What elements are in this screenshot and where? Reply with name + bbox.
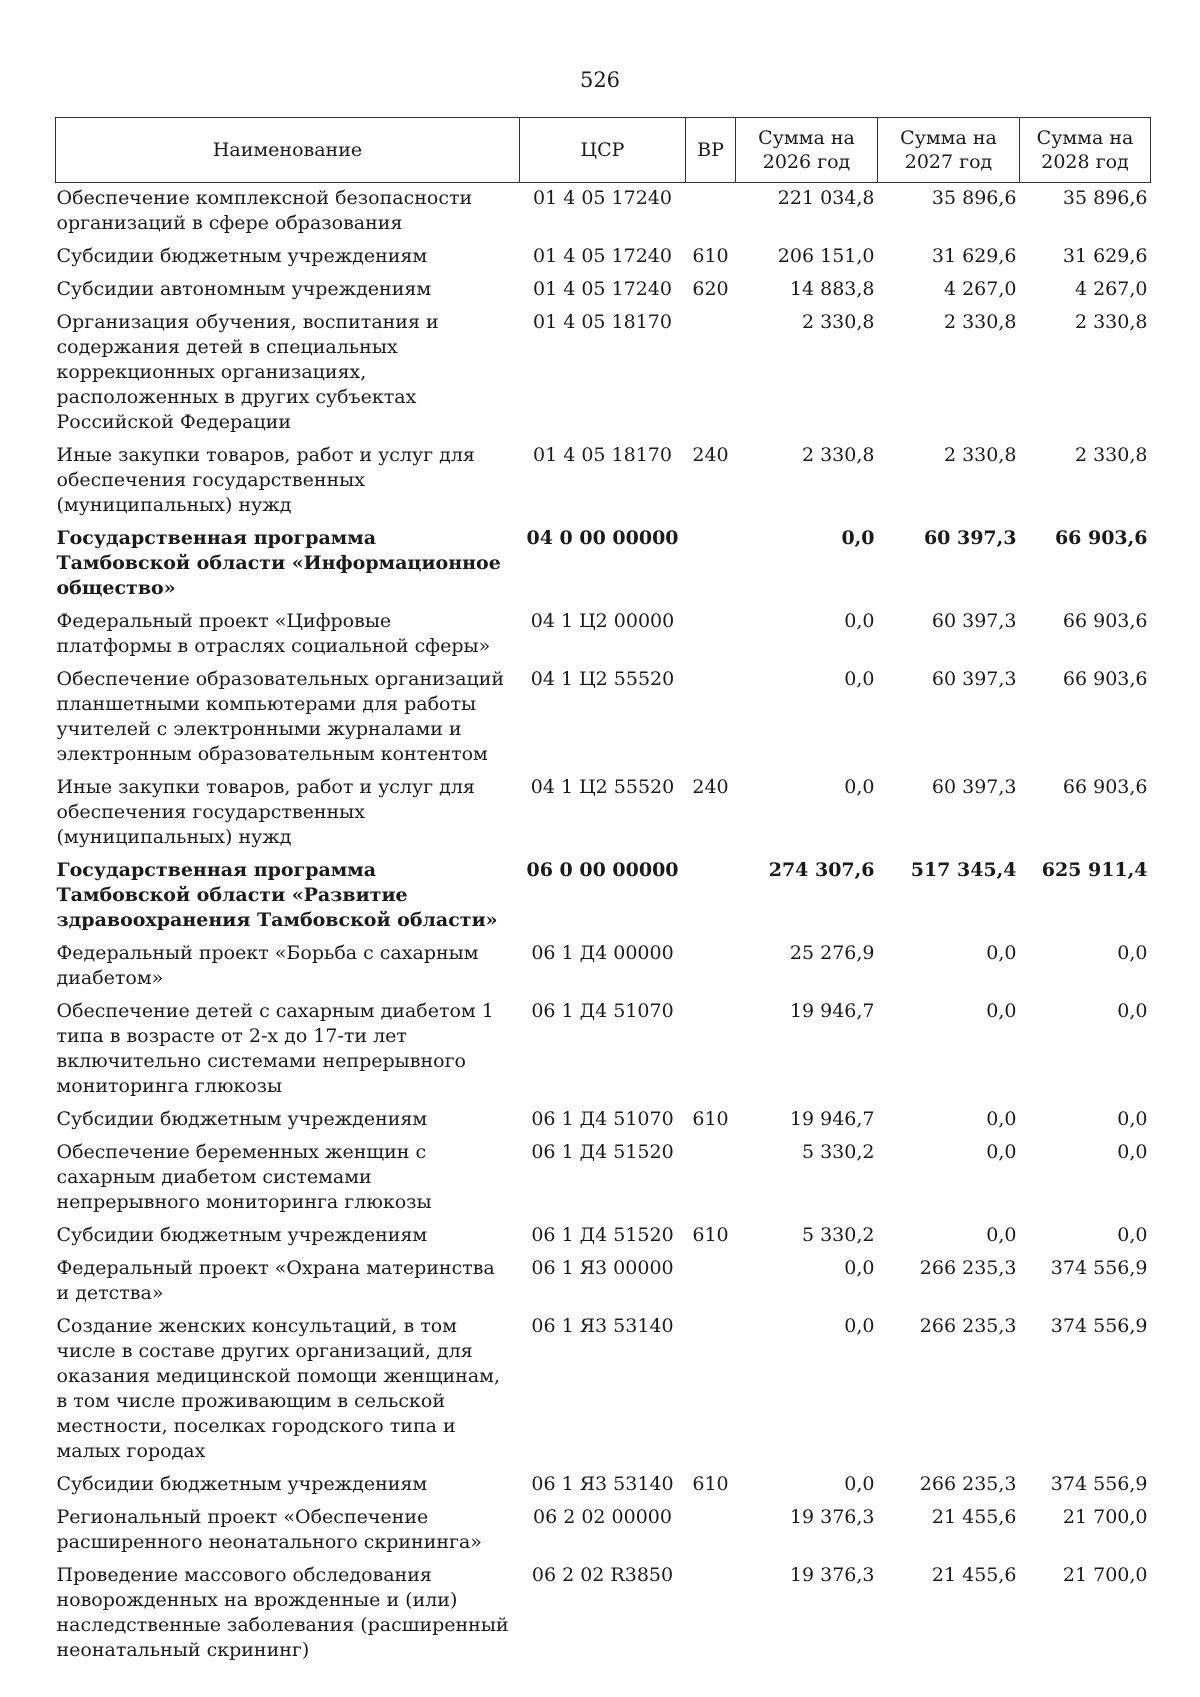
- row-sum-2027: 0,0: [986, 1000, 1017, 1022]
- row-sum-2026: 5 330,2: [801, 1141, 875, 1163]
- row-csr: 06 1 Я3 53140: [531, 1473, 674, 1495]
- table-row: [56, 1220, 1151, 1253]
- row-vr: 240: [692, 444, 729, 466]
- row-name: Субсидии бюджетным учреждениям: [56, 1108, 428, 1130]
- row-sum-2028: 0,0: [1117, 942, 1148, 964]
- row-vr: [686, 1502, 736, 1560]
- header-vr: ВР: [686, 118, 736, 183]
- row-csr: 01 4 05 18170: [532, 444, 672, 466]
- row-csr: 04 1 Ц2 55520: [530, 776, 675, 798]
- row-sum-2027: 60 397,3: [931, 776, 1017, 798]
- row-vr: [686, 855, 736, 938]
- row-sum-2028: 374 556,9: [1050, 1315, 1148, 1337]
- row-csr: 01 4 05 18170: [532, 311, 672, 333]
- row-sum-2026: 19 376,3: [789, 1564, 875, 1586]
- row-sum-2028: 374 556,9: [1050, 1473, 1148, 1495]
- table-row: [56, 1469, 1151, 1502]
- row-sum-2027: 0,0: [986, 1141, 1017, 1163]
- row-csr: 04 1 Ц2 55520: [530, 668, 675, 690]
- table-row: [56, 183, 1151, 242]
- row-csr: 06 0 00 00000: [526, 859, 679, 881]
- row-sum-2028: 21 700,0: [1062, 1564, 1148, 1586]
- row-csr: 01 4 05 17240: [532, 187, 672, 209]
- row-name: Обеспечение комплексной безопасности организаций в сфере образования: [56, 187, 473, 234]
- header-sum-2028: Сумма на 2028 год: [1020, 118, 1151, 183]
- row-sum-2026: 0,0: [844, 1315, 875, 1337]
- table-row: [56, 1560, 1151, 1668]
- table-row: [56, 938, 1151, 996]
- row-sum-2026: 0,0: [844, 1473, 875, 1495]
- row-vr: 620: [692, 278, 729, 300]
- row-vr: 610: [692, 1473, 729, 1495]
- row-sum-2028: 374 556,9: [1050, 1257, 1148, 1279]
- row-name: Федеральный проект «Охрана материнства и детства»: [56, 1257, 495, 1304]
- row-name: Субсидии бюджетным учреждениям: [56, 245, 428, 267]
- row-csr: 06 1 Д4 00000: [531, 942, 674, 964]
- row-sum-2027: 60 397,3: [931, 610, 1017, 632]
- row-sum-2026: 221 034,8: [777, 187, 875, 209]
- page-number: 526: [579, 68, 621, 92]
- row-sum-2026: 19 946,7: [789, 1108, 875, 1130]
- row-name: Проведение массового обследования новорожденных на врожденные и (или) наследственные заболевания (расширенный неонатальный скрининг): [56, 1564, 509, 1661]
- row-sum-2027: 2 330,8: [943, 444, 1017, 466]
- row-vr: 610: [692, 245, 729, 267]
- row-csr: 06 1 Д4 51070: [531, 1108, 674, 1130]
- row-vr: [686, 183, 736, 242]
- table-row: [56, 1311, 1151, 1469]
- row-sum-2027: 31 629,6: [931, 245, 1017, 267]
- table-row: [56, 1137, 1151, 1220]
- row-sum-2026: 14 883,8: [789, 278, 875, 300]
- row-name: Государственная программа Тамбовской области «Развитие здравоохранения Тамбовской области»: [56, 859, 498, 931]
- row-csr: 06 1 Я3 53140: [531, 1315, 674, 1337]
- row-sum-2026: 0,0: [844, 610, 875, 632]
- row-vr: [686, 938, 736, 996]
- table-body: [56, 183, 1151, 1669]
- row-sum-2028: 66 903,6: [1054, 527, 1148, 549]
- row-vr: [686, 996, 736, 1104]
- row-name: Обеспечение беременных женщин с сахарным диабетом системами непрерывного мониторинга глюкозы: [56, 1141, 432, 1213]
- row-sum-2028: 2 330,8: [1074, 311, 1148, 333]
- table-row: [56, 772, 1151, 855]
- row-csr: 01 4 05 17240: [532, 245, 672, 267]
- row-sum-2027: 0,0: [986, 942, 1017, 964]
- row-csr: 04 0 00 00000: [526, 527, 679, 549]
- table-row: [56, 1502, 1151, 1560]
- row-csr: 06 1 Д4 51520: [531, 1224, 674, 1246]
- row-vr: [686, 606, 736, 664]
- row-sum-2027: 266 235,3: [919, 1473, 1017, 1495]
- table-row: [56, 1104, 1151, 1137]
- row-sum-2028: 2 330,8: [1074, 444, 1148, 466]
- row-sum-2027: 60 397,3: [931, 668, 1017, 690]
- row-name: Обеспечение образовательных организаций планшетными компьютерами для работы учителей с электронными журналами и электронным образовательным контентом: [56, 668, 505, 765]
- row-sum-2027: 4 267,0: [943, 278, 1017, 300]
- row-name: Субсидии бюджетным учреждениям: [56, 1224, 428, 1246]
- row-sum-2026: 0,0: [844, 668, 875, 690]
- row-csr: 01 4 05 17240: [532, 278, 672, 300]
- row-sum-2027: 21 455,6: [931, 1506, 1017, 1528]
- row-name: Иные закупки товаров, работ и услуг для обеспечения государственных (муниципальных) нужд: [56, 444, 475, 516]
- row-name: Организация обучения, воспитания и содержания детей в специальных коррекционных организациях, расположенных в других субъектах Российской Федерации: [56, 311, 439, 433]
- row-vr: [686, 523, 736, 606]
- row-sum-2027: 0,0: [986, 1224, 1017, 1246]
- row-sum-2028: 0,0: [1117, 1108, 1148, 1130]
- row-csr: 06 2 02 00000: [532, 1506, 672, 1528]
- row-name: Региональный проект «Обеспечение расширенного неонатального скрининга»: [56, 1506, 482, 1553]
- row-name: Субсидии бюджетным учреждениям: [56, 1473, 428, 1495]
- table-row: [56, 1253, 1151, 1311]
- row-sum-2026: 19 376,3: [789, 1506, 875, 1528]
- table-row: [56, 307, 1151, 440]
- table-row: [56, 523, 1151, 606]
- row-sum-2027: 60 397,3: [923, 527, 1017, 549]
- row-sum-2026: 274 307,6: [768, 859, 875, 881]
- row-vr: [686, 1137, 736, 1220]
- row-vr: [686, 1560, 736, 1668]
- row-name: Иные закупки товаров, работ и услуг для обеспечения государственных (муниципальных) нужд: [56, 776, 475, 848]
- table-row: [56, 241, 1151, 274]
- row-csr: 06 1 Д4 51520: [531, 1141, 674, 1163]
- row-name: Субсидии автономным учреждениям: [56, 278, 432, 300]
- row-sum-2026: 25 276,9: [789, 942, 875, 964]
- table-row: [56, 440, 1151, 523]
- row-name: Обеспечение детей с сахарным диабетом 1 типа в возрасте от 2-х до 17-ти лет включительно системами непрерывного мониторинга глюкозы: [56, 1000, 494, 1097]
- row-name: Федеральный проект «Цифровые платформы в отраслях социальной сферы»: [56, 610, 491, 657]
- header-sum-2026: Сумма на 2026 год: [736, 118, 878, 183]
- row-csr: 06 1 Я3 00000: [531, 1257, 674, 1279]
- row-sum-2028: 35 896,6: [1062, 187, 1148, 209]
- row-sum-2027: 2 330,8: [943, 311, 1017, 333]
- row-vr: [686, 307, 736, 440]
- table-row: [56, 606, 1151, 664]
- header-csr: ЦСР: [520, 118, 686, 183]
- row-sum-2028: 31 629,6: [1062, 245, 1148, 267]
- row-sum-2027: 266 235,3: [919, 1257, 1017, 1279]
- row-sum-2028: 66 903,6: [1062, 776, 1148, 798]
- row-sum-2028: 0,0: [1117, 1000, 1148, 1022]
- header-name: Наименование: [56, 118, 520, 183]
- row-sum-2027: 517 345,4: [910, 859, 1017, 881]
- row-sum-2027: 35 896,6: [931, 187, 1017, 209]
- row-sum-2026: 19 946,7: [789, 1000, 875, 1022]
- table-row: [56, 274, 1151, 307]
- row-sum-2028: 4 267,0: [1074, 278, 1148, 300]
- row-sum-2026: 0,0: [844, 1257, 875, 1279]
- row-csr: 06 2 02 R3850: [531, 1564, 674, 1586]
- row-vr: 240: [692, 776, 729, 798]
- row-vr: [686, 1253, 736, 1311]
- row-sum-2028: 625 911,4: [1041, 859, 1148, 881]
- row-vr: [686, 1311, 736, 1469]
- row-sum-2028: 66 903,6: [1062, 610, 1148, 632]
- row-sum-2028: 0,0: [1117, 1224, 1148, 1246]
- budget-table: [55, 117, 1151, 1668]
- row-sum-2026: 2 330,8: [801, 444, 875, 466]
- header-sum-2027: Сумма на 2027 год: [878, 118, 1020, 183]
- row-sum-2026: 0,0: [841, 527, 875, 549]
- row-vr: 610: [692, 1224, 729, 1246]
- row-sum-2027: 21 455,6: [931, 1564, 1017, 1586]
- row-sum-2028: 0,0: [1117, 1141, 1148, 1163]
- row-sum-2028: 21 700,0: [1062, 1506, 1148, 1528]
- row-name: Создание женских консультаций, в том числе в составе других организаций, для оказания медицинской помощи женщинам, в том числе проживающим в сельской местности, поселках городского типа и малых городах: [56, 1315, 500, 1462]
- table-row: [56, 996, 1151, 1104]
- row-sum-2028: 66 903,6: [1062, 668, 1148, 690]
- row-sum-2027: 266 235,3: [919, 1315, 1017, 1337]
- row-sum-2026: 0,0: [844, 776, 875, 798]
- row-sum-2026: 206 151,0: [777, 245, 875, 267]
- row-name: Федеральный проект «Борьба с сахарным диабетом»: [56, 942, 479, 989]
- row-sum-2026: 2 330,8: [801, 311, 875, 333]
- row-vr: [686, 664, 736, 772]
- row-name: Государственная программа Тамбовской области «Информационное общество»: [56, 527, 501, 599]
- row-sum-2027: 0,0: [986, 1108, 1017, 1130]
- row-sum-2026: 5 330,2: [801, 1224, 875, 1246]
- row-csr: 04 1 Ц2 00000: [530, 610, 675, 632]
- row-csr: 06 1 Д4 51070: [531, 1000, 674, 1022]
- table-row: [56, 855, 1151, 938]
- row-vr: 610: [692, 1108, 729, 1130]
- table-header: [56, 118, 1151, 183]
- table-row: [56, 664, 1151, 772]
